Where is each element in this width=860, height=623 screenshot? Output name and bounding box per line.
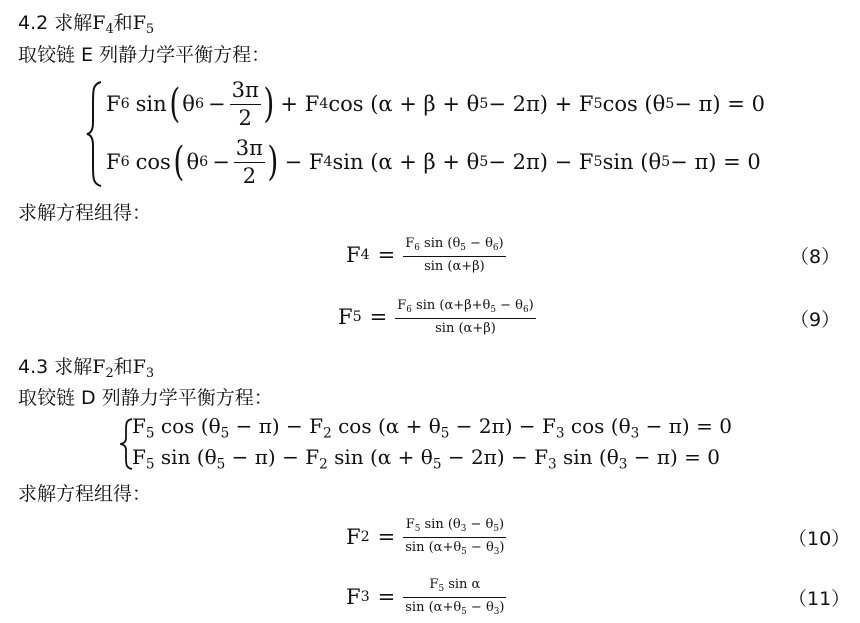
subscript: 4 <box>360 247 370 263</box>
close-paren: ) <box>267 139 279 185</box>
fraction-numerator: $F_6$ $\sin (\theta_5 - \theta_6)$ <box>405 236 504 253</box>
function-name: cos <box>135 150 171 174</box>
symbol: F <box>346 243 361 267</box>
heading-var: F <box>132 356 146 378</box>
fraction <box>234 135 265 188</box>
result-equation <box>346 572 506 622</box>
section-heading-4-3 <box>18 352 154 381</box>
fraction-numerator: $F_6$ $\sin (\alpha+\beta+\theta_5 - \theta_6)$ <box>397 298 534 315</box>
equals-sign: = <box>369 305 388 329</box>
heading-var: F <box>92 12 106 34</box>
subscript: 4 <box>323 154 333 170</box>
fraction-denominator: sin (α+β) <box>403 256 505 273</box>
equals-sign: = <box>377 585 396 609</box>
fraction-numerator: $F_5$ $\sin (\theta_3 - \theta_5)$ <box>405 516 505 534</box>
open-paren: ( <box>169 81 180 127</box>
symbol: θ <box>182 92 195 116</box>
result-equation <box>338 292 536 342</box>
math-text: cos (α + β + θ <box>328 92 480 116</box>
close-paren: ) <box>263 81 275 127</box>
heading-sub: 3 <box>145 366 155 382</box>
symbol: F <box>346 525 361 549</box>
heading-sub: 2 <box>105 366 114 382</box>
equation-number: （10） <box>788 528 851 550</box>
subscript: 5 <box>661 154 671 170</box>
math-text: − π) = 0 <box>670 150 761 174</box>
heading-var: F <box>132 12 146 34</box>
equation-row <box>106 134 761 190</box>
fraction-denominator: sin (α+β) <box>395 318 535 335</box>
operator: − <box>212 150 230 174</box>
fraction-denominator: 2 <box>234 162 265 187</box>
math-text: sin (α + β + θ <box>332 150 480 174</box>
solve-label: 求解方程组得： <box>18 483 152 505</box>
fraction-numerator: $F_5$ sin α <box>429 576 481 594</box>
subscript: 5 <box>593 96 603 112</box>
symbol: θ <box>186 150 200 174</box>
heading-sub: 4 <box>105 22 114 38</box>
fraction <box>230 77 261 130</box>
symbol: F <box>338 305 353 329</box>
equation-number: （11） <box>788 588 851 610</box>
heading-conj: 和 <box>113 356 133 378</box>
intro-text: 取铰链 E 列静力学平衡方程： <box>18 44 271 66</box>
equation-row: $F_5$ $\sin (\theta_5 - \pi) - F_2$ $\sin (\alpha + \theta_5 - 2\pi) - F_3$ $\sin (\theta_3 - \pi) = 0$ <box>132 445 721 473</box>
solve-label: 求解方程组得： <box>18 202 152 224</box>
subscript: 6 <box>120 154 130 170</box>
subscript: 3 <box>360 589 370 605</box>
function-name: sin <box>135 92 167 116</box>
left-brace-symbol <box>86 80 104 188</box>
subscript: 5 <box>479 154 489 170</box>
equals-sign: = <box>377 243 396 267</box>
fraction <box>403 578 506 616</box>
heading-prefix: 4.3 求解 <box>18 356 93 378</box>
equation-number: （8） <box>790 246 841 268</box>
subscript: 6 <box>194 96 205 112</box>
equation-row: $F_5$ $\cos (\theta_5 - \pi) - F_2$ $\cos (\alpha + \theta_5 - 2\pi) - F_3$ $\cos (\theta_3 - \pi) = 0$ <box>132 414 732 442</box>
subscript: 6 <box>199 154 209 170</box>
subscript: 2 <box>360 529 370 545</box>
math-text: − 2π) + F <box>488 92 594 116</box>
symbol: F <box>346 585 361 609</box>
math-text: − F <box>284 150 324 174</box>
fraction-denominator: 2 <box>230 104 261 129</box>
fraction-numerator: 3π <box>231 77 259 102</box>
heading-prefix: 4.2 求解 <box>18 12 93 34</box>
section-heading-4-2 <box>18 8 154 37</box>
fraction-denominator: $\sin (\alpha+\theta_5 - \theta_3)$ <box>403 597 506 617</box>
subscript: 4 <box>319 96 329 112</box>
operator: − <box>208 92 226 116</box>
symbol: F <box>106 150 121 174</box>
heading-conj: 和 <box>113 12 133 34</box>
subscript: 5 <box>593 154 603 170</box>
result-equation <box>346 230 506 280</box>
equation-number: （9） <box>790 309 841 331</box>
fraction-denominator: $\sin (\alpha+\theta_5 - \theta_3)$ <box>403 537 506 557</box>
fraction-numerator: 3π <box>235 135 263 160</box>
heading-var: F <box>92 356 106 378</box>
subscript: 6 <box>120 96 130 112</box>
equation-row <box>106 76 765 132</box>
symbol: F <box>106 92 121 116</box>
subscript: 5 <box>352 309 362 325</box>
math-text: cos (θ <box>602 92 666 116</box>
math-text: sin (θ <box>602 150 662 174</box>
math-text: + F <box>280 92 320 116</box>
heading-sub: 5 <box>145 22 155 38</box>
math-text: − 2π) − F <box>488 150 594 174</box>
result-equation <box>346 512 506 562</box>
subscript: 5 <box>479 96 489 112</box>
fraction <box>403 237 505 273</box>
equals-sign: = <box>377 525 396 549</box>
intro-text: 取铰链 D 列静力学平衡方程： <box>18 387 273 409</box>
fraction <box>395 299 535 335</box>
math-text: − π) = 0 <box>674 92 765 116</box>
fraction <box>403 518 506 556</box>
subscript: 5 <box>665 96 675 112</box>
open-paren: ( <box>173 139 185 185</box>
